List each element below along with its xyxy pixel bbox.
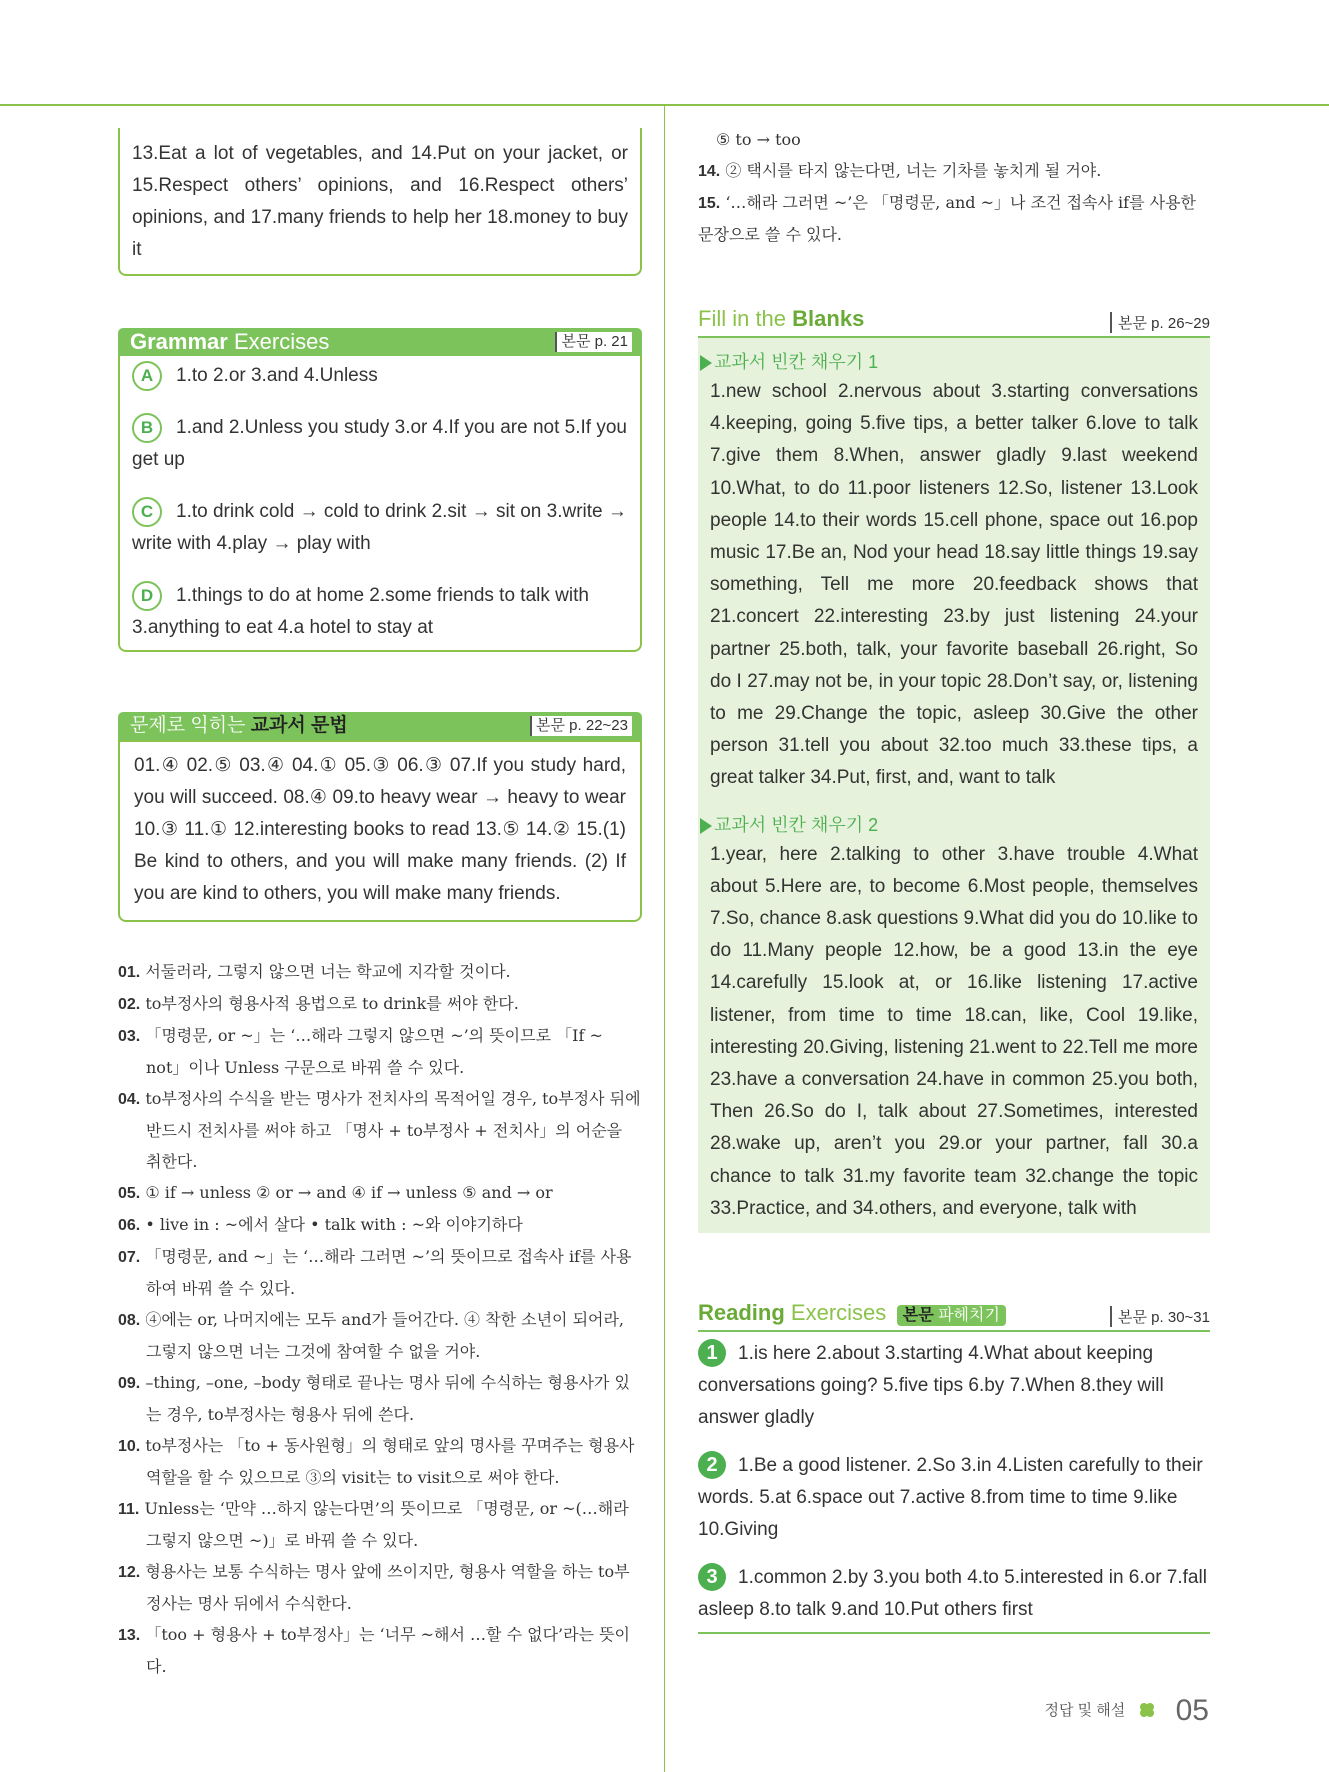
fill-sub2 [700,811,1198,839]
grammar-c-text: 1.to drink cold → cold to drink 2.sit → sit on 3.write → write with 4.play → play with [132,501,627,554]
grammar-page-ref: 본문 p. 21 [555,332,632,352]
grammar-b-text: 1.and 2.Unless you study 3.or 4.If you are not 5.If you get up [132,417,627,470]
fill-blanks-section [698,306,1210,1233]
reading-exercises-section [698,1300,1210,1634]
explanation-number: 08. [118,1312,141,1329]
fill-text1: 1.new school 2.nervous about 3.starting conversations 4.keeping, going 5.five tips, a better talker 6.love to talk 7.give them 8.When, answer gladly 9.last weekend 10.What, to do 11.poor listeners 12.So, listener 13.Look people 14.to their words 15.cell phone, space out 16.pop music 17.Be an, Nod your head 18.say little things 19.say something, Tell me more 20.feedback shows that 21.concert 22.interesting 23.by just listening 24.your partner 25.both, talk, your favorite baseball 26.right, So do I 27.may not be, in your topic 28.Don’t say, or, listening to me 29.Change the topic, asleep 30.Give the other person 31.tell you about 32.too much 33.these tips, a great talker 34.Put, first, and, want to talk [710,381,1198,789]
grammar-title-rest: Exercises [227,329,330,354]
reading-s1-text: 1.is here 2.about 3.starting 4.What about keeping conversations going? 5.five tips 6.by 7.When 8.they will answer gladly [698,1343,1164,1428]
explanation-item [118,1430,642,1493]
reading-s2-text: 1.Be a good listener. 2.So 3.in 4.Listen carefully to their words. 5.at 6.space out 7.active 8.from time to time 9.like 10.Giving [698,1455,1203,1540]
reading-title-strong: Reading [698,1300,785,1325]
textbook-title-prefix: 문제로 익히는 [130,715,251,736]
number-1-badge: 1 [698,1339,726,1367]
explanation-item [118,1367,642,1430]
label-d: D [132,581,162,611]
explanation-number: 09. [118,1375,141,1392]
grammar-title-strong: Grammar [130,329,228,354]
column-divider [664,104,665,1772]
reading-tag-rest: 파헤치기 [933,1307,1000,1324]
fill-text2: 1.year, here 2.talking to other 3.have trouble 4.What about 5.Here are, to become 6.Most people, themselves 7.So, chance 8.ask questions 9.What did you do 10.like to do 11.Many people 12.how, be a good 13.in the eye 14.carefully 15.look at, or 16.like listening 17.active listener, from time to time 18.can, like, Cool 19.like, interesting 20.Giving, listening 21.went to 22.Tell me more 23.have a conversation 24.have in common 25.you both, Then 26.So do I, talk about 27.Sometimes, interested 28.wake up, aren’t you 29.or your partner, fall 30.a chance to talk 31.my favorite team 32.change the topic 33.Practice, and 34.others, and everyone, talk with [710,843,1198,1219]
exp-14-text: ② 택시를 타지 않는다면, 너는 기차를 놓치게 될 거야. [725,161,1102,180]
grammar-a-text: 1.to 2.or 3.and 4.Unless [176,365,378,386]
explanation-item [118,1493,642,1556]
textbook-answer-box [118,740,642,922]
fill-blanks-box [698,338,1210,1233]
fill-title-light: Fill in the [698,306,793,331]
explanation-text: 「명령문, and ~」는 ‘…해라 그러면 ~’의 뜻이므로 접속사 if를 사용하여 바꿔 쓸 수 있다. [145,1247,632,1298]
explanation-text: • live in : ~에서 살다 • talk with : ~와 이야기하다 [145,1215,523,1234]
explanation-number: 07. [118,1249,141,1266]
reading-tag [897,1305,1006,1326]
explanation-number: 02. [118,996,141,1013]
reading-title-rest: Exercises [784,1300,887,1325]
explanation-item [118,1020,642,1083]
footer-label: 정답 및 해설 [1044,1701,1126,1719]
exp-15-text: ‘…해라 그러면 ~’은 「명령문, and ~」나 조건 접속사 if를 사용한 문장으로 쓸 수 있다. [698,193,1196,244]
explanation-item [118,1556,642,1619]
explanation-item [118,1083,642,1177]
explanation-text: 「too + 형용사 + to부정사」는 ‘너무 ~해서 …할 수 없다’라는 뜻이다. [145,1625,631,1676]
explanation-text: ① if → unless ② or → and ④ if → unless ⑤ and → or [145,1183,553,1202]
exp-13-continued: ⑤ to → too [716,130,801,149]
reading-row-2 [698,1448,1210,1560]
explanation-number: 11. [118,1501,140,1518]
fill-sub2-label: 교과서 빈칸 채우기 2 [714,814,879,835]
grammar-row-b [132,404,628,488]
grammar-row-c [132,488,628,572]
explanation-number: 12. [118,1564,141,1581]
number-2-badge: 2 [698,1451,726,1479]
explanation-item [118,1209,642,1241]
reading-row-3 [698,1560,1210,1628]
textbook-answers: 01.④ 02.⑤ 03.④ 04.① 05.③ 06.③ 07.If you study hard, you will succeed. 08.④ 09.to heavy wear → heavy to wear 10.③ 11.① 12.interesting books to read 13.⑤ 14.② 15.(1) Be kind to others, and you will make many friends. (2) If you are kind to others, you will make many friends. [134,755,626,904]
explanation-item [118,1304,642,1367]
triangle-icon [700,355,712,371]
explanation-item [118,988,642,1020]
explanation-item [118,956,642,988]
reading-page-ref: 본문 p. 30~31 [1110,1306,1210,1327]
explanation-text: to부정사의 수식을 받는 명사가 전치사의 목적어일 경우, to부정사 뒤에 반드시 전치사를 써야 하고 「명사 + to부정사 + 전치사」의 어순을 취한다. [145,1089,641,1171]
explanation-text: Unless는 ‘만약 …하지 않는다면’의 뜻이므로 「명령문, or ~(…해라 그렇지 않으면 ~)」로 바꿔 쓸 수 있다. [144,1499,629,1550]
textbook-title-strong: 교과서 문법 [250,715,348,736]
explanation-item [118,1619,642,1682]
fill-page-ref: 본문 p. 26~29 [1110,312,1210,333]
explanation-text: 형용사는 보통 수식하는 명사 앞에 쓰이지만, 형용사 역할을 하는 to부정사는 명사 뒤에서 수식한다. [145,1562,630,1613]
explanation-item [118,1177,642,1209]
explanation-item [118,1241,642,1304]
right-top-explanations [698,124,1210,250]
explanations-list [118,956,642,1682]
explanation-number: 10. [118,1438,141,1455]
fill-title-strong: Blanks [792,306,865,331]
number-3-badge: 3 [698,1563,726,1591]
answer-box-continued [118,128,642,276]
reading-box [698,1332,1210,1634]
reading-header [698,1300,1210,1332]
textbook-grammar-section [118,712,642,922]
page-footer [1044,1694,1209,1728]
label-b: B [132,413,162,443]
explanation-number: 03. [118,1028,141,1045]
clover-icon [1137,1701,1157,1721]
left-column [118,128,642,276]
explanation-number: 05. [118,1185,141,1202]
triangle-icon [700,818,712,834]
grammar-header [118,328,642,356]
grammar-d-text: 1.things to do at home 2.some friends to talk with 3.anything to eat 4.a hotel to stay at [132,585,589,638]
explanation-number: 01. [118,964,141,981]
textbook-page-ref: 본문 p. 22~23 [530,716,632,736]
grammar-row-a [132,356,628,404]
label-a: A [132,361,162,391]
reading-tag-strong: 본문 [902,1307,934,1324]
grammar-row-d [132,572,628,650]
explanation-text: ④에는 or, 나머지에는 모두 and가 들어간다. ④ 착한 소년이 되어라, 그렇지 않으면 너는 그것에 참여할 수 없을 거야. [145,1310,625,1361]
fill-sub1 [700,348,1198,376]
exp-14-number: 14. [698,163,721,180]
exp-15-number: 15. [698,195,721,212]
explanation-number: 04. [118,1091,141,1108]
explanation-number: 06. [118,1217,141,1234]
reading-row-1 [698,1336,1210,1448]
explanation-text: 서둘러라, 그렇지 않으면 너는 학교에 지각할 것이다. [145,962,511,981]
explanation-text: to부정사의 형용사적 용법으로 to drink를 써야 한다. [145,994,519,1013]
explanation-text: to부정사는 「to + 동사원형」의 형태로 앞의 명사를 꾸며주는 형용사 역할을 할 수 있으므로 ③의 visit는 to visit으로 써야 한다. [145,1436,635,1487]
label-c: C [132,497,162,527]
page-number: 05 [1175,1694,1209,1727]
fill-blanks-header [698,306,1210,338]
explanation-text: 「명령문, or ~」는 ‘…해라 그렇지 않으면 ~’의 뜻이므로 「If ~ not」이나 Unless 구문으로 바꿔 쓸 수 있다. [145,1026,603,1077]
explanation-text: –thing, –one, –body 형태로 끝나는 명사 뒤에 수식하는 형용사가 있는 경우, to부정사는 형용사 뒤에 쓴다. [145,1373,630,1424]
textbook-header [118,712,642,740]
grammar-exercises-section [118,328,642,652]
answer-box-text: 13.Eat a lot of vegetables, and 14.Put on your jacket, or 15.Respect others’ opinions, and 16.Respect others’ opinions, and 17.many friends to help her 18.money to buy it [132,143,628,260]
reading-s3-text: 1.common 2.by 3.you both 4.to 5.interested in 6.or 7.fall asleep 8.to talk 9.and 10.Put others first [698,1567,1207,1620]
grammar-box [118,356,642,652]
fill-sub1-label: 교과서 빈칸 채우기 1 [714,352,879,372]
explanation-number: 13. [118,1627,141,1644]
